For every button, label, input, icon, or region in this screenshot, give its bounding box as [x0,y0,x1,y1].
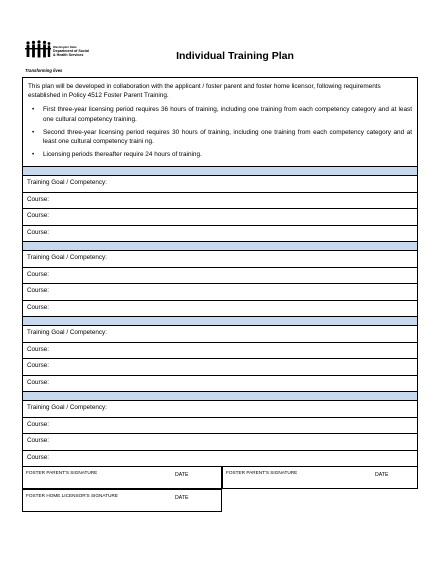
foster-parent-signature-label: FOSTER PARENT'S SIGNATURE [26,470,98,475]
date-label: DATE [375,472,389,478]
course-label: Course: [27,345,50,353]
foster-parent-signature-label: FOSTER PARENT'S SIGNATURE [226,470,298,475]
course-row[interactable] [22,451,418,468]
course-row[interactable] [22,226,418,243]
course-row[interactable] [22,434,418,451]
date-label: DATE [175,472,189,478]
course-row[interactable] [22,301,418,318]
page-title: Individual Training Plan [176,50,294,62]
requirements-list [28,105,412,159]
logo-line-3: & Health Services [53,53,84,58]
course-row[interactable] [22,193,418,210]
course-label: Course: [27,270,50,278]
goal-label: Training Goal / Competency: [27,179,107,186]
course-row[interactable] [22,209,418,226]
requirement-item: • Second three-year licensing period requires 30 hours of training, including one training from each competency category and at least one cultural competency traini ng. [28,128,412,146]
course-label: Course: [27,228,50,236]
course-label: Course: [27,195,50,203]
logo-line-2: Department of Social [53,49,89,54]
goal-label: Training Goal / Competency: [27,404,107,411]
section-band [22,242,418,251]
date-label: DATE [175,495,189,501]
licensor-signature-box[interactable] [22,489,222,512]
goal-row[interactable] [22,251,418,268]
goal-label: Training Goal / Competency: [27,329,107,336]
course-label: Course: [27,303,50,311]
foster-parent-signature-box[interactable] [22,466,222,489]
course-label: Course: [27,437,50,444]
training-table [22,167,418,467]
course-row[interactable] [22,376,418,393]
course-row[interactable] [22,284,418,301]
logo-line-1: Washington State [53,45,77,49]
goal-row[interactable] [22,401,418,418]
goal-row[interactable] [22,326,418,343]
course-row[interactable] [22,343,418,360]
course-label: Course: [27,362,50,369]
section-band [22,392,418,401]
goal-row[interactable] [22,176,418,193]
course-row[interactable] [22,359,418,376]
course-label: Course: [27,453,50,461]
course-label: Course: [27,287,50,294]
section-band [22,167,418,176]
goal-label: Training Goal / Competency: [27,254,107,261]
second-foster-parent-signature-box[interactable] [222,466,418,489]
course-label: Course: [27,378,50,386]
course-label: Course: [27,420,50,428]
licensor-signature-label: FOSTER HOME LICENSOR'S SIGNATURE [26,493,118,498]
course-row[interactable] [22,418,418,435]
intro-box [22,77,418,167]
tagline: Transforming lives [25,68,63,73]
requirement-item: • Licensing periods thereafter require 24 hours of training. [28,150,412,159]
course-row[interactable] [22,268,418,285]
course-label: Course: [27,212,50,219]
intro-paragraph: This plan will be developed in collaboration with the applicant / foster parent and foster home licensor, following requirements established in Policy 4512 Foster Parent Training. [28,83,381,100]
requirement-item: • First three-year licensing period requires 36 hours of training, including one training from each competency category and at least one cultural competency training. [28,105,412,123]
section-band [22,317,418,326]
